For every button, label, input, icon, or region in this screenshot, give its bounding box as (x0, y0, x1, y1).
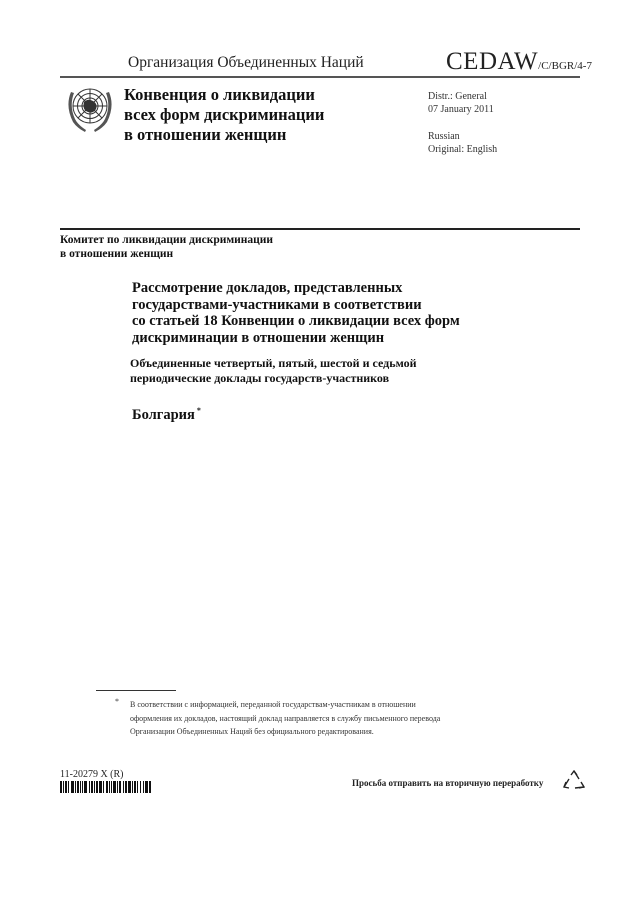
convention-title-line: всех форм дискриминации (124, 105, 325, 124)
document-symbol (446, 48, 592, 76)
subheading-line: периодические доклады государств-участников (130, 371, 390, 385)
footnote-line: В соответствии с информацией, переданной государствам-участникам в отношении (130, 700, 416, 709)
document-language: Russian (428, 131, 460, 142)
document-date: 07 January 2011 (428, 104, 494, 115)
footnote-rule (96, 690, 176, 691)
document-symbol-suffix: /C/BGR/4-7 (538, 60, 592, 72)
committee-line: Комитет по ликвидации дискриминации (60, 234, 274, 246)
report-heading (132, 280, 460, 346)
document-symbol-main: CEDAW (446, 48, 539, 75)
subheading-line: Объединенные четвертый, пятый, шестой и седьмой (130, 356, 417, 370)
distribution-info (428, 90, 494, 116)
recycle-icon (563, 770, 585, 792)
report-heading-line: дискриминации в отношении женщин (132, 329, 385, 346)
organization-name: Организация Объединенных Наций (128, 54, 364, 71)
header-rule (60, 76, 580, 78)
report-subheading (130, 356, 417, 386)
barcode-icon (60, 781, 152, 793)
distribution-label: Distr.: General (428, 91, 487, 102)
convention-title (124, 85, 324, 145)
footnote-mark: * (115, 697, 119, 706)
committee-name (60, 233, 273, 261)
report-heading-line: со статьей 18 Конвенции о ликвидации всех форм (132, 313, 460, 329)
footnote-reference[interactable]: * (196, 406, 201, 415)
recycle-text: Просьба отправить на вторичную переработку (352, 778, 544, 788)
convention-title-line: Конвенция о ликвидации (124, 85, 315, 104)
country-heading (132, 406, 201, 424)
document-number: 11-20279 X (R) (60, 769, 124, 780)
country-name: Болгария (132, 407, 195, 423)
footnote-line: Организации Объединенных Наций без официального редактирования. (130, 727, 374, 736)
language-info (428, 130, 497, 156)
convention-title-line: в отношении женщин (124, 125, 287, 144)
footnote-line: оформления их докладов, настоящий доклад направляется в службу письменного перевода (130, 713, 441, 723)
committee-line: в отношении женщин (60, 248, 174, 260)
footnote-text (130, 698, 520, 739)
section-rule (60, 228, 580, 230)
original-language: Original: English (428, 144, 498, 155)
report-heading-line: государствами-участниками в соответствии (132, 296, 422, 313)
un-emblem-icon (62, 80, 118, 136)
report-heading-line: Рассмотрение докладов, представленных (132, 280, 403, 296)
